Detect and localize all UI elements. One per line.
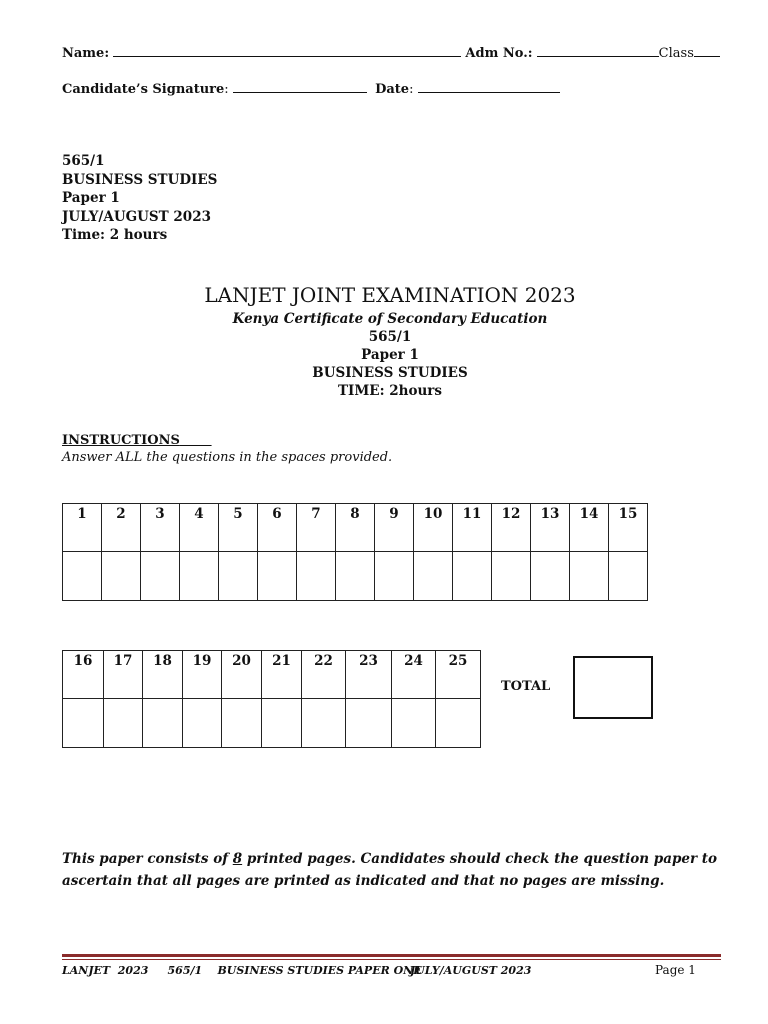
score-grid-1-question-2: 2 xyxy=(102,504,141,552)
score-grid-1-mark-cell-15[interactable] xyxy=(609,552,648,601)
exam-title: LANJET JOINT EXAMINATION 2023 xyxy=(204,283,576,307)
score-grid-1-question-3: 3 xyxy=(141,504,180,552)
score-grid-2-mark-cell-20[interactable] xyxy=(222,699,262,748)
page-number: Page 1 xyxy=(655,963,696,977)
score-grid-1-header xyxy=(63,504,648,552)
signature-field[interactable] xyxy=(233,80,367,93)
score-grid-1-mark-cell-11[interactable] xyxy=(453,552,492,601)
exam-time: TIME: 2hours xyxy=(337,383,443,399)
exam-heading xyxy=(0,282,768,400)
score-grid-1-mark-cell-7[interactable] xyxy=(297,552,336,601)
paper-number: Paper 1 xyxy=(62,190,120,206)
notice-part-2: printed pages. Candidates should check the question paper to ascertain that all pages are printed as indicated and that no pages are missing. xyxy=(62,851,718,889)
signature-colon: : xyxy=(224,82,229,97)
name-field[interactable] xyxy=(113,44,461,57)
class-field[interactable] xyxy=(694,44,720,57)
score-grid-1-question-15: 15 xyxy=(609,504,648,552)
signature-row xyxy=(62,80,560,97)
score-grid-1-mark-cell-3[interactable] xyxy=(141,552,180,601)
score-grid-2-mark-cell-19[interactable] xyxy=(183,699,222,748)
exam-subtitle: Kenya Certificate of Secondary Education xyxy=(232,311,548,327)
score-grid-1-question-5: 5 xyxy=(219,504,258,552)
footer-session: JULY/AUGUST 2023 xyxy=(410,964,532,977)
score-grid-2-mark-cell-24[interactable] xyxy=(392,699,436,748)
footer-rule-thin xyxy=(62,959,721,960)
score-grid-2 xyxy=(62,650,481,748)
score-grid-2-question-21: 21 xyxy=(262,651,302,699)
exam-paper: Paper 1 xyxy=(361,347,419,363)
score-grid-2-mark-cell-21[interactable] xyxy=(262,699,302,748)
exam-subject: BUSINESS STUDIES xyxy=(312,365,468,381)
score-grid-1 xyxy=(62,503,648,601)
name-label: Name: xyxy=(62,46,110,61)
adm-field[interactable] xyxy=(537,44,659,57)
total-box[interactable] xyxy=(573,656,653,719)
notice-part-1: This paper consists of xyxy=(62,851,233,867)
total-label: TOTAL xyxy=(501,679,551,694)
score-grid-2-question-19: 19 xyxy=(183,651,222,699)
footer-rule-thick xyxy=(62,954,721,957)
score-grid-2-question-22: 22 xyxy=(302,651,346,699)
paper-info xyxy=(62,152,217,245)
score-grid-1-question-1: 1 xyxy=(63,504,102,552)
score-grid-2-question-20: 20 xyxy=(222,651,262,699)
score-grid-1-mark-cell-8[interactable] xyxy=(336,552,375,601)
notice-page-count: 8 xyxy=(232,851,243,867)
name-row xyxy=(62,44,720,61)
score-grid-1-mark-cell-14[interactable] xyxy=(570,552,609,601)
score-grid-2-question-18: 18 xyxy=(143,651,183,699)
footer-left: LANJET 2023 565/1 BUSINESS STUDIES PAPER ONE xyxy=(62,964,422,977)
score-grid-1-mark-cell-13[interactable] xyxy=(531,552,570,601)
paper-subject: BUSINESS STUDIES xyxy=(62,171,218,188)
score-grid-2-marks xyxy=(63,699,481,748)
score-grid-2-mark-cell-16[interactable] xyxy=(63,699,104,748)
score-grid-1-mark-cell-10[interactable] xyxy=(414,552,453,601)
score-grid-1-question-12: 12 xyxy=(492,504,531,552)
score-grid-1-question-4: 4 xyxy=(180,504,219,552)
score-grid-2-question-25: 25 xyxy=(436,651,481,699)
score-grid-1-mark-cell-6[interactable] xyxy=(258,552,297,601)
class-label: Class xyxy=(658,46,694,61)
adm-label: Adm No.: xyxy=(465,46,533,61)
instructions xyxy=(62,433,392,465)
signature-label: Candidate’s Signature xyxy=(62,82,225,97)
paper-code: 565/1 xyxy=(62,153,105,169)
score-grid-2-mark-cell-18[interactable] xyxy=(143,699,183,748)
score-grid-2-mark-cell-17[interactable] xyxy=(104,699,143,748)
score-grid-2-mark-cell-23[interactable] xyxy=(346,699,392,748)
score-grid-1-mark-cell-12[interactable] xyxy=(492,552,531,601)
score-grid-1-question-6: 6 xyxy=(258,504,297,552)
date-colon: : xyxy=(409,82,414,97)
instructions-text: Answer ALL the questions in the spaces provided. xyxy=(62,450,393,465)
score-grid-1-mark-cell-2[interactable] xyxy=(102,552,141,601)
score-grid-2-question-16: 16 xyxy=(63,651,104,699)
score-grid-1-marks xyxy=(63,552,648,601)
score-grid-2-question-23: 23 xyxy=(346,651,392,699)
exam-code: 565/1 xyxy=(368,329,412,345)
date-field[interactable] xyxy=(418,80,560,93)
score-grid-2-question-17: 17 xyxy=(104,651,143,699)
score-grid-1-question-8: 8 xyxy=(336,504,375,552)
score-grid-1-question-9: 9 xyxy=(375,504,414,552)
date-label: Date xyxy=(375,82,410,97)
score-grid-1-question-10: 10 xyxy=(414,504,453,552)
score-grid-2-header xyxy=(63,651,481,699)
score-grid-1-question-11: 11 xyxy=(453,504,492,552)
score-grid-2-mark-cell-25[interactable] xyxy=(436,699,481,748)
score-grid-1-mark-cell-4[interactable] xyxy=(180,552,219,601)
score-grid-1-question-13: 13 xyxy=(531,504,570,552)
score-grid-1-question-14: 14 xyxy=(570,504,609,552)
paper-session: JULY/AUGUST 2023 xyxy=(62,208,211,225)
score-grid-1-question-7: 7 xyxy=(297,504,336,552)
score-grid-1-mark-cell-9[interactable] xyxy=(375,552,414,601)
instructions-heading: INSTRUCTIONS xyxy=(62,433,180,448)
score-grid-2-question-24: 24 xyxy=(392,651,436,699)
page-count-notice xyxy=(62,848,742,892)
score-grid-2-mark-cell-22[interactable] xyxy=(302,699,346,748)
score-grid-1-mark-cell-5[interactable] xyxy=(219,552,258,601)
score-grid-1-mark-cell-1[interactable] xyxy=(63,552,102,601)
paper-time: Time: 2 hours xyxy=(62,227,168,243)
